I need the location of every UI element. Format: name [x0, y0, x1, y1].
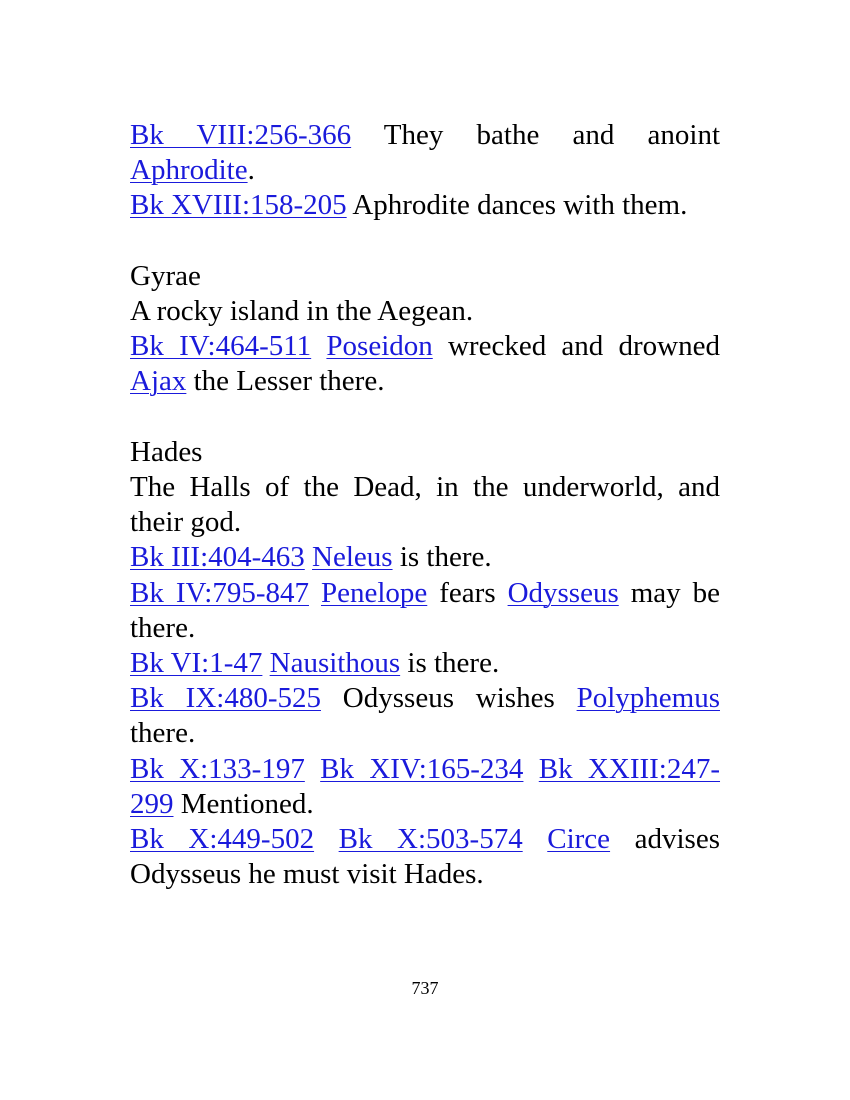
paragraph-text: advises Odysseus he must visit Hades.	[130, 823, 720, 891]
cross-reference-link[interactable]: Bk IX:480-525	[130, 682, 321, 715]
cross-reference-link[interactable]: Nausithous	[269, 647, 401, 680]
cross-reference-link[interactable]: Odysseus	[507, 576, 619, 609]
paragraph-text: Aphrodite dances with them.	[346, 189, 688, 222]
page-number: 737	[411, 978, 439, 998]
cross-reference-link[interactable]: Bk IV:464-511	[130, 330, 312, 363]
document-body	[130, 118, 720, 892]
index-paragraph	[130, 188, 720, 223]
index-paragraph	[130, 646, 720, 681]
paragraph-text: The Halls of the Dead, in the underworld, and their god.	[130, 471, 720, 539]
cross-reference-link[interactable]: Polyphemus	[576, 682, 720, 715]
index-paragraph	[130, 118, 720, 188]
cross-reference-link[interactable]: Penelope	[320, 576, 428, 609]
paragraph-text: Odysseus wishes	[320, 682, 577, 715]
cross-reference-link[interactable]: Bk X:503-574	[338, 823, 523, 856]
cross-reference-link[interactable]: Ajax	[130, 365, 187, 398]
blank-line	[130, 400, 720, 435]
paragraph-text	[523, 823, 548, 855]
cross-reference-link[interactable]: Bk XIV:165-234	[320, 752, 524, 785]
index-paragraph	[130, 470, 720, 540]
paragraph-text	[305, 753, 320, 785]
index-paragraph	[130, 294, 720, 329]
paragraph-text: there.	[130, 717, 196, 750]
paragraph-text: A rocky island in the Aegean.	[130, 295, 474, 327]
paragraph-text	[305, 541, 312, 573]
cross-reference-link[interactable]: Bk X:449-502	[130, 823, 315, 856]
cross-reference-link[interactable]: Bk IV:795-847	[130, 576, 309, 609]
index-paragraph	[130, 435, 720, 470]
index-paragraph	[130, 576, 720, 646]
paragraph-text: is there.	[400, 647, 500, 680]
index-paragraph	[130, 752, 720, 822]
paragraph-text: is there.	[392, 541, 492, 574]
paragraph-text	[309, 577, 321, 609]
blank-line	[130, 224, 720, 259]
cross-reference-link[interactable]: Bk VI:1-47	[130, 647, 263, 680]
index-paragraph	[130, 259, 720, 294]
paragraph-text: Gyrae	[130, 259, 201, 292]
paragraph-text	[523, 753, 538, 785]
cross-reference-link[interactable]: Bk VIII:256-366	[130, 119, 352, 151]
paragraph-text	[314, 823, 339, 855]
cross-reference-link[interactable]: Neleus	[312, 541, 393, 574]
paragraph-text: Mentioned.	[173, 787, 314, 820]
index-paragraph	[130, 681, 720, 751]
paragraph-text: .	[247, 154, 255, 187]
index-paragraph	[130, 822, 720, 892]
paragraph-text: wrecked and drowned	[432, 330, 721, 363]
paragraph-text	[262, 647, 269, 679]
cross-reference-link[interactable]: Poseidon	[326, 330, 433, 363]
paragraph-text: the Lesser there.	[186, 365, 385, 398]
cross-reference-link[interactable]: Bk III:404-463	[130, 541, 305, 574]
paragraph-text: may be there.	[130, 576, 720, 644]
cross-reference-link[interactable]: Bk XXIII:247-299	[130, 752, 721, 820]
paragraph-text: fears	[427, 576, 508, 609]
index-paragraph	[130, 540, 720, 575]
index-paragraph	[130, 329, 720, 399]
paragraph-text	[311, 330, 326, 362]
cross-reference-link[interactable]: Aphrodite	[130, 154, 248, 187]
paragraph-text: They bathe and anoint	[351, 119, 720, 151]
cross-reference-link[interactable]: Bk X:133-197	[130, 752, 305, 785]
cross-reference-link[interactable]: Circe	[547, 823, 611, 856]
cross-reference-link[interactable]: Bk XVIII:158-205	[130, 189, 347, 222]
paragraph-text: Hades	[130, 435, 203, 468]
